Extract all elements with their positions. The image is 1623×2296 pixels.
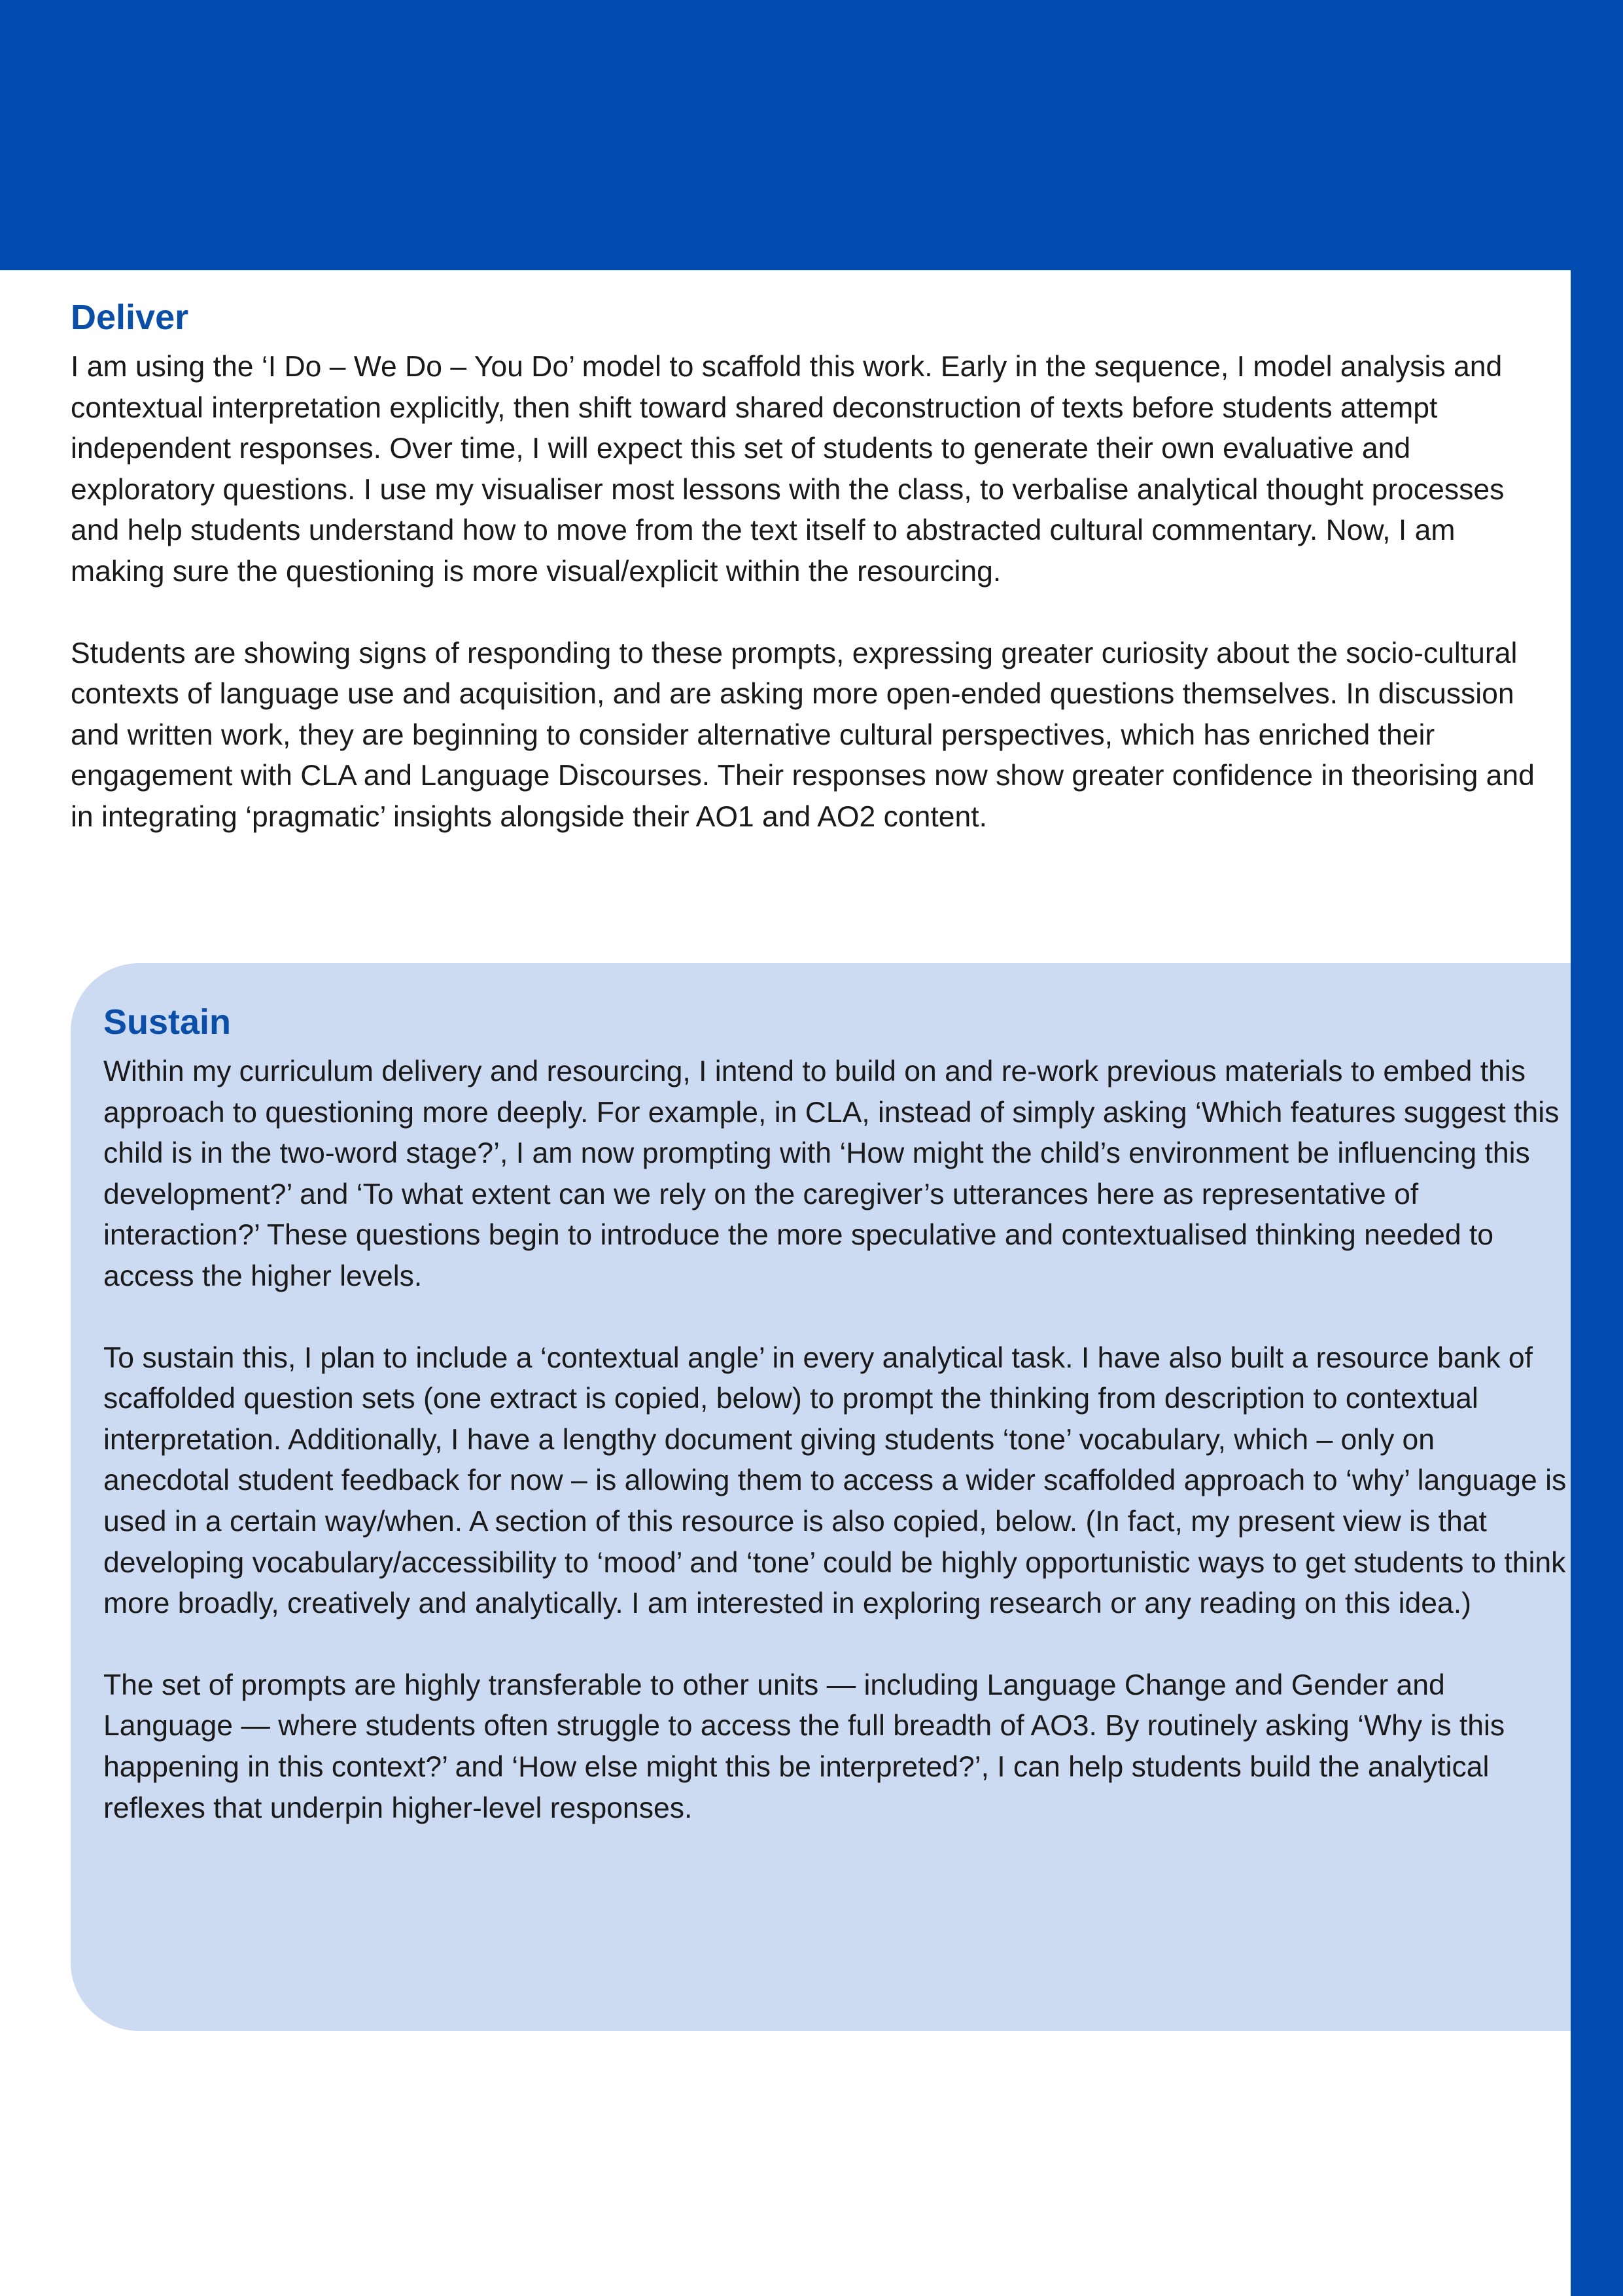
- deliver-paragraph-2: Students are showing signs of responding to these prompts, expressing greater curiosity about the socio-cultural contexts of language use and acquisition, and are asking more open-ended questions themselves. In discussion and written work, they are beginning to consider alternative cultural perspectives, which has enriched their engagement with CLA and Language Discourses. Their responses now show greater confidence in theorising and in integrating ‘pragmatic’ insights alongside their AO1 and AO2 content.: [71, 637, 1535, 833]
- sustain-heading: Sustain: [103, 1002, 232, 1042]
- deliver-heading: Deliver: [71, 298, 189, 337]
- sustain-panel: [71, 963, 1571, 2031]
- right-edge-band: [1571, 0, 1623, 2296]
- sustain-paragraph-2: To sustain this, I plan to include a ‘contextual angle’ in every analytical task. I have also built a resource bank of scaffolded question sets (one extract is copied, below) to prompt the thinking from description to contextual interpretation. Additionally, I have a lengthy document giving students ‘tone’ vocabulary, which – only on anecdotal student feedback for now – is allowing them to access a wider scaffolded approach to ‘why’ language is used in a certain way/when. A section of this resource is also copied, below. (In fact, my present view is that developing vocabulary/accessibility to ‘mood’ and ‘tone’ could be highly opportunistic ways to get students to think more broadly, creatively and analytically. I am interested in exploring research or any reading on this idea.): [103, 1341, 1567, 1620]
- header-band: [0, 0, 1623, 270]
- sustain-paragraph-3: The set of prompts are highly transferable to other units — including Language Change and Gender and Language — where students often struggle to access the full breadth of AO3. By routinely asking ‘Why is this happening in this context?’ and ‘How else might this be interpreted?’, I can help students build the analytical reflexes that underpin higher-level responses.: [103, 1669, 1505, 1824]
- sustain-paragraph-1: Within my curriculum delivery and resourcing, I intend to build on and re-work previous materials to embed this approach to questioning more deeply. For example, in CLA, instead of simply asking ‘Which features suggest this child is in the two-word stage?’, I am now prompting with ‘How might the child’s environment be influencing this development?’ and ‘To what extent can we rely on the caregiver’s utterances here as representative of interaction?’ These questions begin to introduce the more speculative and contextualised thinking needed to access the higher levels.: [103, 1055, 1560, 1292]
- deliver-section: [71, 294, 1550, 838]
- deliver-paragraph-1: I am using the ‘I Do – We Do – You Do’ model to scaffold this work. Early in the sequence, I model analysis and contextual interpretation explicitly, then shift toward shared deconstruction of texts before students attempt independent responses. Over time, I will expect this set of students to generate their own evaluative and exploratory questions. I use my visualiser most lessons with the class, to verbalise analytical thought processes and help students understand how to move from the text itself to abstracted cultural commentary. Now, I am making sure the questioning is more visual/explicit within the resourcing.: [71, 351, 1505, 588]
